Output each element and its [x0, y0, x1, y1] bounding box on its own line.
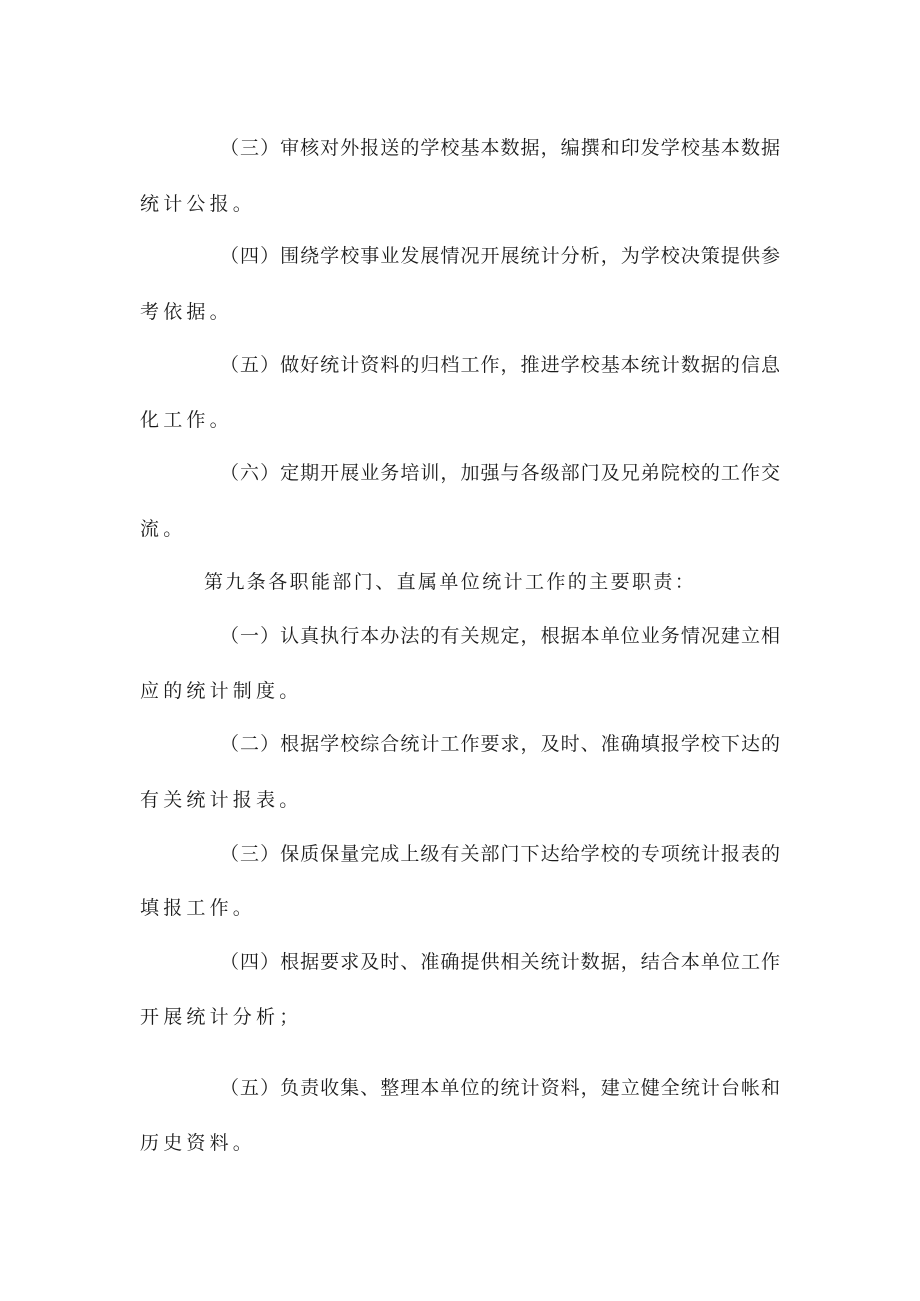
paragraph-line: 填报工作。 — [140, 897, 257, 919]
paragraph-line: （五）做好统计资料的归档工作，推进学校基本统计数据的信息 — [220, 354, 780, 376]
paragraph-line: （五）负责收集、整理本单位的统计资料，建立健全统计台帐和 — [220, 1077, 780, 1099]
paragraph-line: 化工作。 — [140, 409, 233, 431]
paragraph-line: 考依据。 — [140, 301, 233, 323]
paragraph-line: （一）认真执行本办法的有关规定，根据本单位业务情况建立相 — [220, 625, 780, 647]
paragraph-line: （六）定期开展业务培训，加强与各级部门及兄弟院校的工作交 — [220, 462, 780, 484]
paragraph-line: 开展统计分析； — [140, 1006, 303, 1028]
paragraph-line: （四）根据要求及时、准确提供相关统计数据，结合本单位工作 — [220, 951, 780, 973]
paragraph-line: （三）保质保量完成上级有关部门下达给学校的专项统计报表的 — [220, 843, 780, 865]
paragraph-line: 流。 — [140, 518, 187, 540]
paragraph-line: 应的统计制度。 — [140, 680, 303, 702]
article-heading: 第九条各职能部门、直属单位统计工作的主要职责： — [204, 571, 697, 593]
paragraph-line: 历史资料。 — [140, 1132, 257, 1154]
paragraph-line: （二）根据学校综合统计工作要求，及时、准确填报学校下达的 — [220, 733, 780, 755]
paragraph-line: （四）围绕学校事业发展情况开展统计分析，为学校决策提供参 — [220, 245, 780, 267]
paragraph-line: （三）审核对外报送的学校基本数据，编撰和印发学校基本数据 — [220, 137, 780, 159]
paragraph-line: 有关统计报表。 — [140, 789, 303, 811]
paragraph-line: 统计公报。 — [140, 193, 257, 215]
